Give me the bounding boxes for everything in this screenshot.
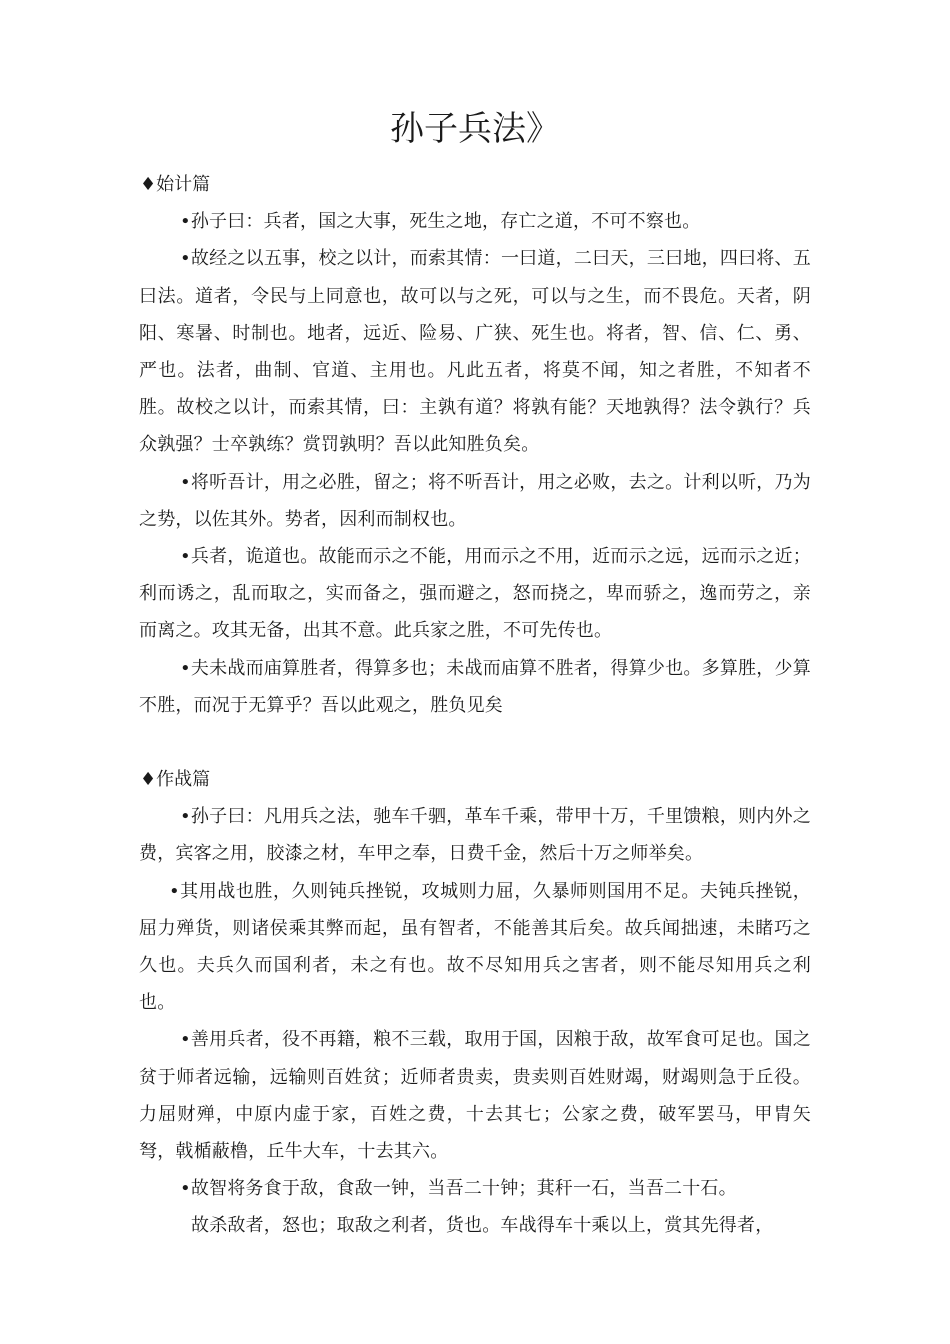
paragraph: •夫未战而庙算胜者，得算多也；未战而庙算不胜者，得算少也。多算胜，少算不胜，而况于无算乎？吾以此观之，胜负见矣: [139, 657, 811, 716]
paragraph: •故智将务食于敌，食敌一钟，当吾二十钟；萁秆一石，当吾二十石。: [180, 1178, 737, 1200]
section-heading: ♦作战篇: [140, 769, 211, 791]
paragraph: •其用战也胜，久则钝兵挫锐，攻城则力屈，久暴师则国用不足。夫钝兵挫锐，屈力殚货，则诸侯乘其弊而起，虽有智者，不能善其后矣。故兵闻拙速，未睹巧之久也。夫兵久而国利者，未之有也。故不尽知用兵之害者，则不能尽知用兵之利也。: [139, 880, 811, 1014]
section-divider: [139, 724, 811, 761]
paragraph: •善用兵者，役不再籍，粮不三载，取用于国，因粮于敌，故军食可足也。国之贫于师者远输，远输则百姓贫；近师者贵卖，贵卖则百姓财竭，财竭则急于丘役。力屈财殚，中原内虚于家，百姓之费，十去其七；公家之费，破军罢马，甲胄矢弩，戟楯蔽橹，丘牛大车，十去其六。: [139, 1029, 811, 1163]
paragraph: •将听吾计，用之必胜，留之；将不听吾计，用之必败，去之。计利以听，乃为之势，以佐其外。势者，因利而制权也。: [139, 471, 811, 530]
paragraph: •兵者，诡道也。故能而示之不能，用而示之不用，近而示之远，远而示之近；利而诱之，乱而取之，实而备之，强而避之，怒而挠之，卑而骄之，逸而劳之，亲而离之。攻其无备，出其不意。此兵家之胜，不可先传也。: [139, 546, 811, 642]
document-title: 孙子兵法》: [390, 109, 560, 149]
paragraph: •故经之以五事，校之以计，而索其情：一曰道，二曰天，三曰地，四曰将、五曰法。道者，令民与上同意也，故可以与之死，可以与之生，而不畏危。天者，阴阳、寒暑、时制也。地者，远近、险易、广狭、死生也。将者，智、信、仁、勇、严也。法者，曲制、官道、主用也。凡此五者，将莫不闻，知之者胜，不知者不胜。故校之以计，而索其情，曰：主孰有道？将孰有能？天地孰得？法令孰行？兵众孰强？士卒孰练？赏罚孰明？吾以此知胜负矣。: [139, 248, 811, 456]
paragraph: 故杀敌者，怒也；取敌之利者，货也。车战得车十乘以上，赏其先得者，: [191, 1215, 774, 1237]
paragraph: •孙子曰：兵者，国之大事，死生之地，存亡之道，不可不察也。: [180, 211, 701, 233]
section-shiji: [139, 166, 811, 724]
section-heading: ♦始计篇: [140, 174, 211, 195]
paragraph: •孙子曰：凡用兵之法，驰车千驷，革车千乘，带甲十万，千里馈粮，则内外之费，宾客之用，胶漆之材，车甲之奉，日费千金，然后十万之师举矣。: [139, 806, 811, 865]
document-body: [139, 166, 811, 1245]
section-zuozhan: [139, 761, 811, 1245]
